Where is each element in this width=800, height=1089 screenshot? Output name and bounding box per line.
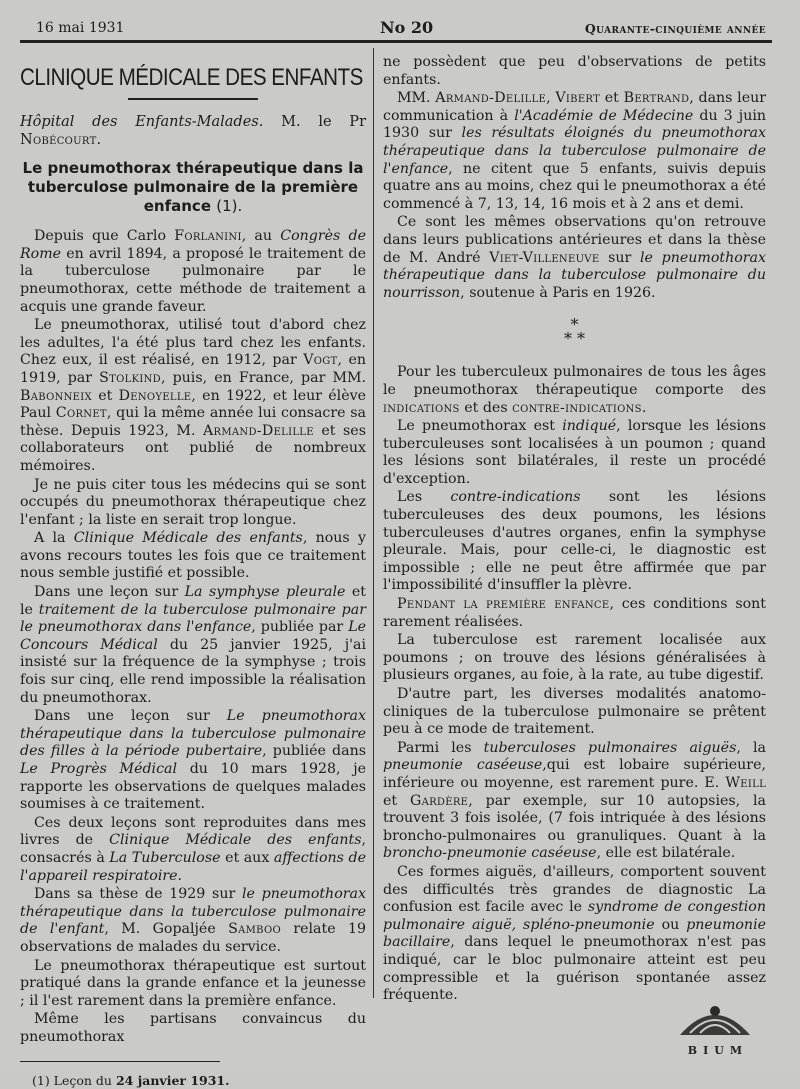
text: , elle est bilatérale. [597,845,736,861]
name: Babonneix [20,388,92,404]
text: , la [736,740,766,756]
left-column [20,54,366,1089]
text: Dans une leçon sur [34,708,210,724]
text: et le [20,584,366,618]
text: ,qui est lobaire supérieure, inférieure ou moyenne, est rarement pure. E. [383,757,766,791]
logo-text: BIUM [688,1044,748,1057]
italic-text: l'Académie de Médecine [514,108,693,124]
text: A la [34,530,66,546]
paragraph [383,596,766,631]
italic-text: Le pneumothorax thérapeutique dans la tuberculose pulmonaire des filles à la période pubertaire [20,708,366,759]
header-rule [20,40,772,43]
small-caps-text: Pendant la première enfance [397,596,609,612]
italic-text: les résultats éloignés du pneumothorax thérapeutique dans la tuberculose pulmonaire de l'enfance [383,125,766,176]
italic-text: pneumonie caséeuse [383,757,542,773]
hospital-author: Nobécourt. [20,132,101,148]
text: Parmi les [397,740,472,756]
text: et [98,388,112,404]
small-caps-text: contre-indications [512,400,642,416]
text: Dans sa thèse de 1929 sur [34,886,235,902]
text: , en 1922, et leur élève Paul [20,388,366,422]
name: Forlanini [174,228,242,244]
text: Le pneumothorax, utilisé tout d'abord chez les adultes, l'a été plus tard chez les enfants. Chez eux, il est réalisé, en 1912, par [20,317,366,368]
paragraph [20,228,366,316]
text: , nous y avons recours toutes les fois que ce traitement nous semble justifié et possible. [20,530,366,581]
text: , publiée par [251,619,343,635]
name: Armand-Delille [203,423,314,439]
text: , dans leur communication à [383,90,766,124]
issue-year: Quarante-cinquième année [585,21,766,36]
paragraph [383,214,766,302]
italic-text: contre-indications [450,489,580,505]
name: Viet-Villeneuve [489,250,599,266]
text: Le pneumothorax est [397,418,555,434]
text: , dans lequel le pneumothorax n'est pas indiqué, car le bloc pulmonaire atteint est peu compressible et la guérison spontanée assez fréquente. [383,934,766,1003]
section-title: CLINIQUE MÉDICALE DES ENFANTS [20,64,318,92]
italic-text: traitement de la tuberculose pulmonaire par le pneumothorax dans l'enfance [20,602,366,636]
text: ou [662,917,680,933]
name: Armand-Delille [435,90,546,106]
name: Gardère [410,793,468,809]
paragraph [383,90,766,213]
hospital-place: Hôpital des Enfants-Malades. [20,114,263,130]
text: , par exemple, sur 10 autopsies, la trouvent 3 fois isolée, (7 fois intriquée à des lésions broncho-pulmonaires ou granuliques. Quant à la [383,793,766,844]
name: Stolkind [99,370,161,386]
footnote-rule [20,1061,220,1062]
article-title-note: (1). [216,197,242,215]
footnote-date: 24 janvier 1931. [116,1073,230,1088]
text: et [605,90,619,106]
paragraph [20,886,366,956]
paragraph [20,815,366,885]
italic-text: Le Concours Médical [20,619,366,653]
italic-text: La Tuberculose [109,850,220,866]
text: , ne citent que 5 enfants, suivis depuis quatre ans au moins, chez qui le pneumothorax a été commencé à 7, 13, 14, 16 mois et à 2 ans et demi. [383,161,766,212]
text: , qui la même année lui consacre sa thèse. Depuis 1923, M. [20,405,366,439]
paragraph [20,584,366,707]
italic-text: tuberculoses pulmonaires aiguës [484,740,737,756]
right-column [383,54,766,1005]
column-divider [373,48,374,998]
article-title [20,159,366,216]
italic-text: affections de l'appareil respiratoire. [20,850,366,884]
italic-text: Congrès de Rome [20,228,366,262]
name: Vibert [555,90,600,106]
text: , en 1919, par [20,352,366,386]
italic-text: Le Progrès Médical [20,761,177,777]
star-top: * [383,318,766,332]
text: , soutenue à Paris en 1926. [460,285,655,301]
text: Dans une leçon sur [34,584,178,600]
paragraph [20,708,366,814]
paragraph [383,489,766,595]
italic-text: broncho-pneumonie caséeuse [383,845,597,861]
stars-bottom: * * [564,329,585,348]
name: Vogt [303,352,337,368]
text: Depuis que Carlo [34,228,166,244]
text: du 3 juin 1930 sur [383,108,766,142]
text: , ces conditions sont rarement réalisées. [383,596,766,630]
hospital-prof: M. le Pr [281,114,366,130]
text: Les [397,489,422,505]
page-header [28,18,772,40]
paragraph: Même les partisans convaincus du pneumothorax [20,1011,366,1046]
title-rule [128,98,258,100]
text: et [383,793,397,809]
paragraph [20,530,366,583]
text: Ces formes aiguës, d'ailleurs, comportent souvent des difficultés très grandes de diagnostic La confusion est facile avec le [383,864,766,915]
text: du 25 janvier 1925, j'ai insisté sur la fréquence de la symphyse ; trois fois sur cinq, elle rend impossible la réalisation du pneumothorax. [20,637,366,706]
name: Cornet [56,405,107,421]
text: relate 19 observations de malades du service. [20,921,366,955]
footnote [20,1072,366,1089]
text: sur [608,250,631,266]
italic-text: La symphyse pleurale [185,584,346,600]
name: Bertrand [624,90,690,106]
name: Weill [725,775,766,791]
footnote-text: (1) Leçon du [32,1073,112,1088]
text: , consacrés à [20,832,366,866]
paragraph: D'autre part, les diverses modalités anatomo-cliniques de la tuberculose pulmonaire se prêtent peu à ce mode de traitement. [383,686,766,739]
paragraph [383,740,766,863]
paragraph [383,364,766,417]
paragraph: Je ne puis citer tous les médecins qui se sont occupés du pneumothorax thérapeutique chez l'enfant ; la liste en serait trop longue. [20,477,366,530]
paragraph: Le pneumothorax thérapeutique est surtout pratiqué dans la grande enfance et la jeunesse ; il l'est rarement dans la première enfance. [20,958,366,1011]
text: , publiée dans [262,743,366,759]
paragraph: ne possèdent que peu d'observations de petits enfants. [383,54,766,89]
name: Samboo [228,921,281,937]
text: du 10 mars 1928, je rapporte les observations de quelques malades soumises à ce traitement. [20,761,366,812]
italic-text: Clinique Médicale des enfants [109,832,361,848]
italic-text: pneumonie bacillaire [383,917,766,951]
text: sont les lésions tuberculeuses des deux poumons, les lésions tuberculeuses d'autres organes, enfin la symphyse pleurale. Mais, pour celle-ci, le diagnostic est impossible ; elle ne peut être affirmée que par l'impossibilité d'insuffler la plèvre. [383,489,766,593]
text: , M. Gopaljée [104,921,215,937]
text: et ses collaborateurs ont publié de nombreux mémoires. [20,423,366,474]
text: , lorsque les lésions tuberculeuses sont localisées à un poumon ; quand les lésions sont bilatérales, il reste un procédé d'exception. [383,418,766,487]
section-separator [383,318,766,346]
hospital-line [20,114,366,149]
italic-text: syndrome de congestion pulmonaire aiguë, spléno-pneumonie [383,899,766,933]
italic-text: le pneumothorax thérapeutique dans la tuberculose pulmonaire de l'enfant [20,886,366,937]
paragraph [20,317,366,475]
text: et des [464,400,507,416]
article-title-text: Le pneumothorax thérapeutique dans la tuberculose pulmonaire de la première enfance [23,159,364,215]
paragraph: La tuberculose est rarement localisée aux poumons ; on trouve des lésions généralisées à plusieurs organes, au foie, à la rate, au tube digestif. [383,632,766,685]
text: Ces deux leçons sont reproduites dans mes livres de [20,815,366,849]
text: en avril 1894, a proposé le traitement de la tuberculose pulmonaire par le pneumothorax, cette méthode de traitement a acquis une grande faveur. [20,246,366,315]
italic-text: Clinique Médicale des enfants [74,530,303,546]
text: , [546,90,551,106]
issue-date: 16 mai 1931 [36,20,124,36]
italic-text: le pneumothorax thérapeutique dans la tuberculose pulmonaire du nourrisson [383,250,766,301]
text: . [642,400,647,416]
text: et aux [225,850,269,866]
small-caps-text: indications [383,400,460,416]
text: , au [242,228,272,244]
text: Pour les tuberculeux pulmonaires de tous les âges le pneumothorax thérapeutique comporte des [383,364,766,398]
issue-number: No 20 [380,18,433,37]
name: Denoyelle [119,388,192,404]
paragraph [383,418,766,488]
italic-text: indiqué [562,418,616,434]
text: MM. [397,90,431,106]
paragraph [383,864,766,1005]
text: Ce sont les mêmes observations qu'on retrouve dans leurs publications antérieures et dans la thèse de M. André [383,214,766,265]
text: , puis, en France, par MM. [161,370,366,386]
